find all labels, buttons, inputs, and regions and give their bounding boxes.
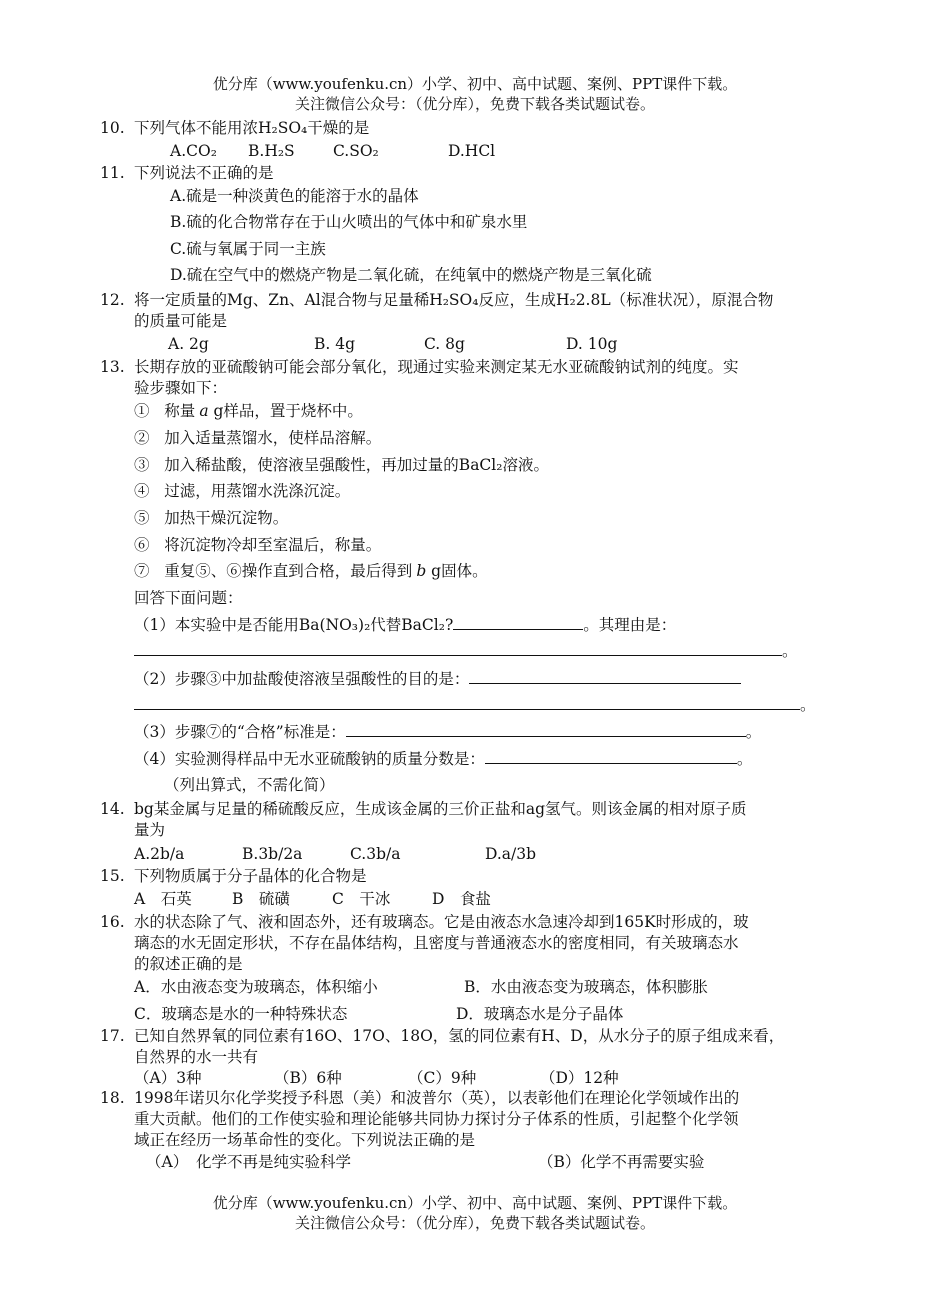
q16-option-a: A．水由液态变为玻璃态，体积缩小 xyxy=(134,978,378,996)
q16-option-d: D．玻璃态水是分子晶体 xyxy=(456,1005,624,1023)
answer-blank[interactable] xyxy=(485,749,737,764)
q10-number: 10. xyxy=(100,119,125,137)
step-marker: ⑦ xyxy=(134,562,150,580)
q10-stem: 下列气体不能用浓H₂SO₄干燥的是 xyxy=(134,119,370,137)
q13-step-7 xyxy=(134,561,488,581)
step-text: 称量 xyxy=(164,402,196,420)
footer-line-2: 关注微信公众号：（优分库），免费下载各类试题试卷。 xyxy=(294,1214,655,1232)
q10-option-c: C.SO₂ xyxy=(333,142,379,160)
q15-number: 15. xyxy=(100,867,125,885)
q10-option-b: B.H₂S xyxy=(248,142,295,160)
q17-option-b: （B）6种 xyxy=(274,1069,342,1087)
q17-option-a: （A）3种 xyxy=(134,1069,202,1087)
q16-stem-line-1: 水的状态除了气、液和固态外，还有玻璃态。它是由液态水急速冷却到165K时形成的，玻 xyxy=(134,913,749,931)
q13-step-2 xyxy=(134,428,381,448)
q12-option-b: B. 4g xyxy=(314,335,356,353)
q13-sub3-text: （3）步骤⑦的“合格”标准是： xyxy=(134,723,346,741)
q12-option-a: A. 2g xyxy=(168,335,209,353)
q13-sub1-tail: 。其理由是： xyxy=(583,616,677,634)
step-text: 加入适量蒸馏水，使样品溶解。 xyxy=(164,429,382,447)
q10-option-d: D.HCl xyxy=(448,142,496,160)
q13-step-6 xyxy=(134,535,381,555)
step-text: 过滤，用蒸馏水洗涤沉淀。 xyxy=(164,482,351,500)
step-marker: ① xyxy=(134,402,150,420)
step-marker: ③ xyxy=(134,456,150,474)
period: 。 xyxy=(800,696,816,714)
q18-stem-line-3: 域正在经历一场革命性的变化。下列说法正确的是 xyxy=(134,1131,476,1149)
answer-blank[interactable] xyxy=(134,641,782,656)
answer-blank[interactable] xyxy=(469,669,741,684)
q15-option-d: D 食盐 xyxy=(432,890,491,908)
q18-option-a: （A） 化学不再是纯实验科学 xyxy=(146,1153,351,1171)
q14-option-d: D.a/3b xyxy=(485,845,537,863)
q14-option-c: C.3b/a xyxy=(350,845,401,863)
q16-stem-line-3: 的叙述正确的是 xyxy=(134,955,243,973)
q12-option-c: C. 8g xyxy=(424,335,465,353)
q17-number: 17. xyxy=(100,1027,125,1045)
q15-stem: 下列物质属于分子晶体的化合物是 xyxy=(134,867,367,885)
q13-sub1 xyxy=(134,615,676,635)
q12-option-d: D. 10g xyxy=(566,335,618,353)
q13-sub2 xyxy=(134,669,741,689)
q16-stem-line-2: 璃态的水无固定形状，不存在晶体结构，且密度与普通液态水的密度相同，有关玻璃态水 xyxy=(134,934,739,952)
q13-answer-intro: 回答下面问题： xyxy=(134,589,243,607)
q13-stem-line-2: 验步骤如下： xyxy=(134,379,228,397)
q17-option-d: （D）12种 xyxy=(540,1069,619,1087)
step-text-tail: g固体。 xyxy=(426,562,488,580)
q15-option-c: C 干冰 xyxy=(332,890,391,908)
q14-stem-line-2: 量为 xyxy=(134,821,166,839)
q18-stem-line-2: 重大贡献。他们的工作使实验和理论能够共同协力探讨分子体系的性质，引起整个化学领 xyxy=(134,1110,739,1128)
q17-stem-line-1: 已知自然界氧的同位素有16O、17O、18O，氢的同位素有H、D，从水分子的原子组成来看， xyxy=(134,1027,785,1045)
step-marker: ⑤ xyxy=(134,509,150,527)
header-line-1: 优分库（www.youfenku.cn）小学、初中、高中试题、案例、PPT课件下载。 xyxy=(212,75,738,93)
q11-option-a: A.硫是一种淡黄色的能溶于水的晶体 xyxy=(170,187,419,205)
q18-number: 18. xyxy=(100,1089,125,1107)
q11-option-d: D.硫在空气中的燃烧产物是二氧化硫，在纯氧中的燃烧产物是三氧化硫 xyxy=(170,266,652,284)
q13-sub3 xyxy=(134,722,761,742)
q12-stem-line-2: 的质量可能是 xyxy=(134,312,228,330)
q14-option-a: A.2b/a xyxy=(134,845,185,863)
step-text: 将沉淀物冷却至室温后，称量。 xyxy=(164,536,382,554)
q11-stem: 下列说法不正确的是 xyxy=(134,164,274,182)
q17-option-c: （C）9种 xyxy=(408,1069,477,1087)
q13-step-3 xyxy=(134,455,549,475)
variable-a: a xyxy=(199,402,209,420)
q13-sub4-text: （4）实验测得样品中无水亚硫酸钠的质量分数是： xyxy=(134,750,485,768)
answer-blank[interactable] xyxy=(453,615,583,630)
step-marker: ⑥ xyxy=(134,536,150,554)
q13-sub1-reason-line xyxy=(134,641,798,661)
footer-line-1: 优分库（www.youfenku.cn）小学、初中、高中试题、案例、PPT课件下载。 xyxy=(212,1194,738,1212)
step-marker: ④ xyxy=(134,482,150,500)
q13-number: 13. xyxy=(100,358,125,376)
q11-option-c: C.硫与氧属于同一主族 xyxy=(170,240,326,258)
q13-stem-line-1: 长期存放的亚硫酸钠可能会部分氧化，现通过实验来测定某无水亚硫酸钠试剂的纯度。实 xyxy=(134,358,739,376)
period: 。 xyxy=(782,642,798,660)
q12-number: 12. xyxy=(100,291,125,309)
q13-sub2-line-2 xyxy=(134,695,816,715)
q15-option-b: B 硫磺 xyxy=(232,890,290,908)
variable-b: b xyxy=(416,562,427,580)
q13-sub4 xyxy=(134,749,752,769)
q11-number: 11. xyxy=(100,164,125,182)
period: 。 xyxy=(736,750,753,768)
step-text-tail: g样品，置于烧杯中。 xyxy=(208,402,363,420)
q11-option-b: B.硫的化合物常存在于山火喷出的气体中和矿泉水里 xyxy=(170,213,528,231)
q17-stem-line-2: 自然界的水一共有 xyxy=(134,1048,259,1066)
q10-option-a: A.CO₂ xyxy=(170,142,217,160)
q14-option-b: B.3b/2a xyxy=(242,845,303,863)
q13-step-1 xyxy=(134,401,363,421)
q15-option-a: A 石英 xyxy=(134,890,192,908)
q16-option-c: C．玻璃态是水的一种特殊状态 xyxy=(134,1005,348,1023)
period: 。 xyxy=(745,723,762,741)
q16-option-b: B．水由液态变为玻璃态，体积膨胀 xyxy=(464,978,708,996)
q13-step-5 xyxy=(134,508,288,528)
q13-sub2-text: （2）步骤③中加盐酸使溶液呈强酸性的目的是： xyxy=(134,670,470,688)
q14-stem-line-1: bg某金属与足量的稀硫酸反应，生成该金属的三价正盐和ag氢气。则该金属的相对原子质 xyxy=(134,800,747,818)
q13-step-4 xyxy=(134,481,350,501)
q18-option-b: （B）化学不再需要实验 xyxy=(538,1153,705,1171)
header-line-2: 关注微信公众号：（优分库），免费下载各类试题试卷。 xyxy=(294,95,655,113)
step-text: 加热干燥沉淀物。 xyxy=(164,509,289,527)
answer-blank[interactable] xyxy=(134,695,800,710)
q18-stem-line-1: 1998年诺贝尔化学奖授予科恩（美）和波普尔（英），以表彰他们在理论化学领域作出的 xyxy=(134,1089,740,1107)
step-text: 加入稀盐酸，使溶液呈强酸性，再加过量的BaCl₂溶液。 xyxy=(164,456,549,474)
q14-number: 14. xyxy=(100,800,125,818)
q13-sub4-note: （列出算式，不需化简） xyxy=(164,776,335,794)
answer-blank[interactable] xyxy=(346,722,746,737)
q13-sub1-text: （1）本实验中是否能用Ba(NO₃)₂代替BaCl₂? xyxy=(134,616,454,634)
step-marker: ② xyxy=(134,429,150,447)
step-text: 重复⑤、⑥操作直到合格，最后得到 xyxy=(164,562,413,580)
q16-number: 16. xyxy=(100,913,125,931)
q12-stem-line-1: 将一定质量的Mg、Zn、Al混合物与足量稀H₂SO₄反应，生成H₂2.8L（标准状况），原混合物 xyxy=(134,291,774,309)
